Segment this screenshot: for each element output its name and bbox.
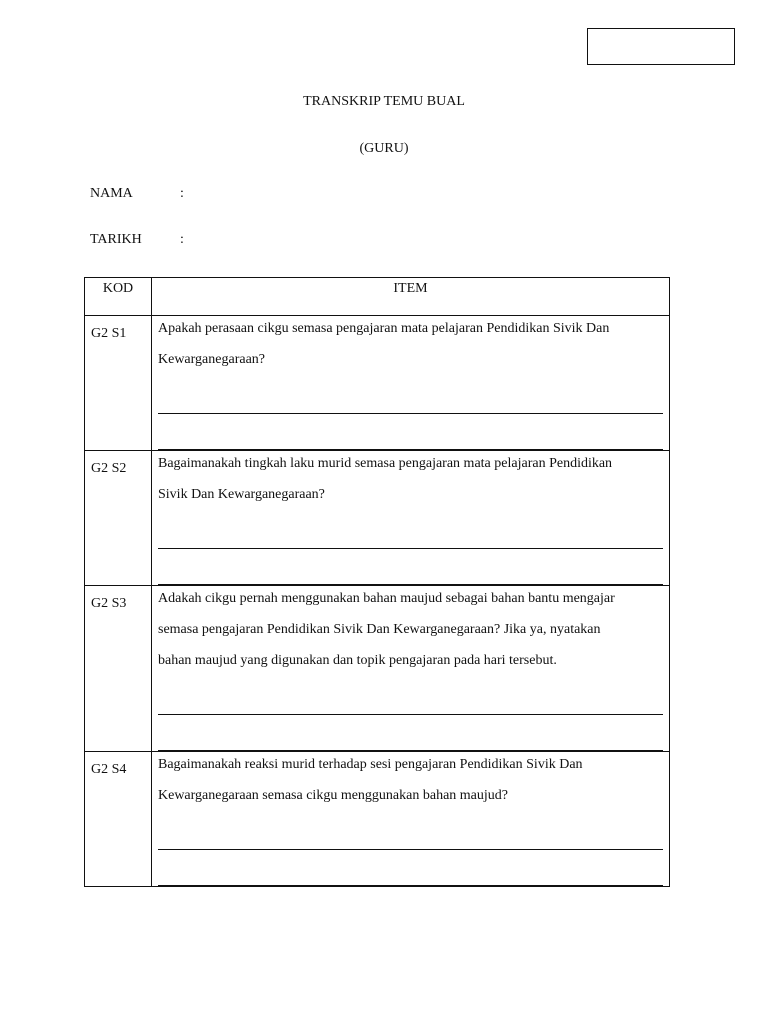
- column-header-item: ITEM: [152, 278, 670, 316]
- nama-label: NAMA: [90, 186, 133, 201]
- code-box: [587, 28, 735, 65]
- table-header-row: [85, 278, 670, 316]
- tarikh-separator: :: [180, 232, 184, 247]
- row-kod: G2 S3: [85, 586, 152, 752]
- question-line: bahan maujud yang digunakan dan topik pengajaran pada hari tersebut.: [158, 653, 557, 668]
- table-row: [85, 586, 670, 752]
- row-kod: G2 S2: [85, 451, 152, 586]
- nama-separator: :: [180, 186, 184, 201]
- tarikh-label: TARIKH: [90, 232, 142, 247]
- table-row: [85, 752, 670, 887]
- row-item: [152, 586, 670, 752]
- answer-line: [158, 850, 663, 886]
- row-kod: G2 S1: [85, 316, 152, 451]
- question-line: Bagaimanakah tingkah laku murid semasa pengajaran mata pelajaran Pendidikan: [158, 456, 613, 471]
- row-item: [152, 752, 670, 887]
- answer-line: [158, 549, 663, 585]
- interview-table: [84, 277, 670, 887]
- answer-line: [158, 414, 663, 450]
- column-header-kod: KOD: [85, 278, 152, 316]
- row-kod: G2 S4: [85, 752, 152, 887]
- question-line: Apakah perasaan cikgu semasa pengajaran mata pelajaran Pendidikan Sivik Dan: [158, 321, 610, 336]
- answer-line: [158, 715, 663, 751]
- question-line: Kewarganegaraan semasa cikgu menggunakan bahan maujud?: [158, 788, 508, 803]
- answer-line: [158, 814, 663, 850]
- table-row: [85, 316, 670, 451]
- answer-line: [158, 378, 663, 414]
- document-title: TRANSKRIP TEMU BUAL: [303, 94, 465, 109]
- question-line: Kewarganegaraan?: [158, 352, 266, 367]
- row-item: [152, 316, 670, 451]
- question-line: Adakah cikgu pernah menggunakan bahan maujud sebagai bahan bantu mengajar: [158, 591, 615, 606]
- table-row: [85, 451, 670, 586]
- answer-line: [158, 679, 663, 715]
- question-line: Bagaimanakah reaksi murid terhadap sesi pengajaran Pendidikan Sivik Dan: [158, 757, 583, 772]
- nama-field: [90, 186, 184, 202]
- question-line: Sivik Dan Kewarganegaraan?: [158, 487, 325, 502]
- document-subtitle: (GURU): [359, 141, 409, 156]
- tarikh-field: [90, 232, 184, 248]
- answer-line: [158, 513, 663, 549]
- question-line: semasa pengajaran Pendidikan Sivik Dan Kewarganegaraan? Jika ya, nyatakan: [158, 622, 601, 637]
- row-item: [152, 451, 670, 586]
